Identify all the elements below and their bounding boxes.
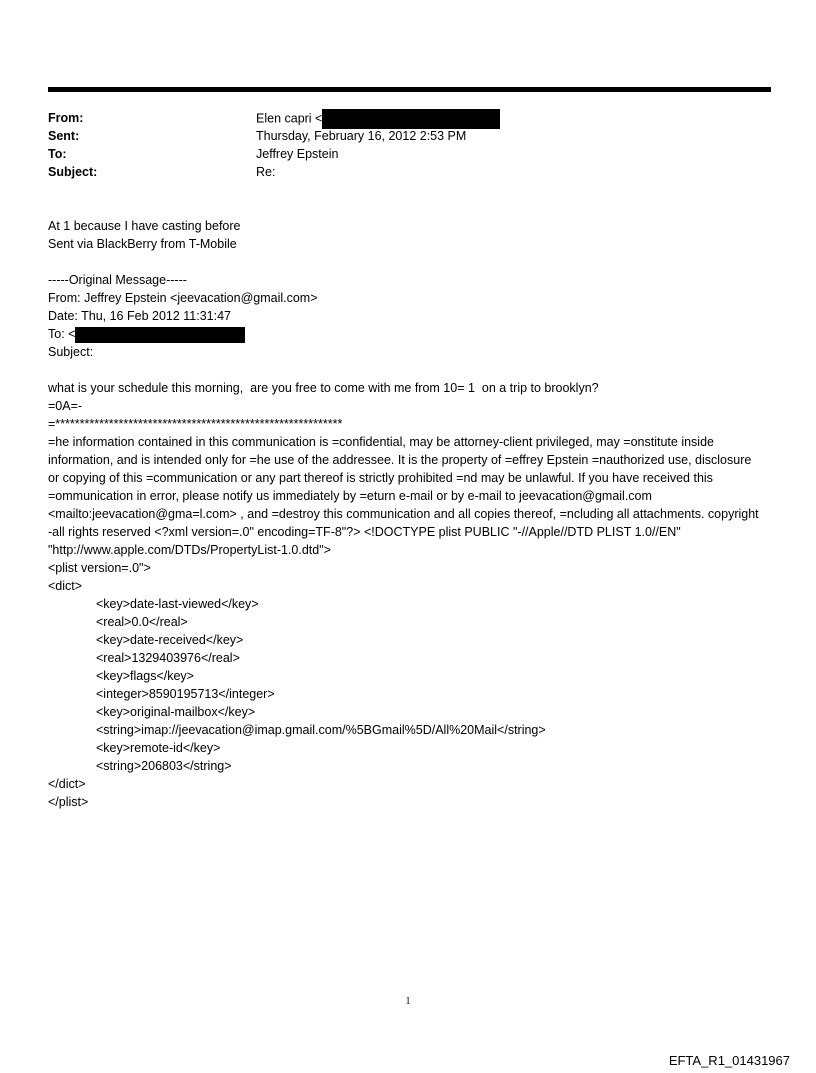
disclaimer-text: =he information contained in this communication is =confidential, may be attorney-client privileged, may =onstitute inside information, and is intended only for =he use of the addressee. It is the property of =effrey Epstein =nauthorized use, disclosure or copying of this =communication or any part thereof is strictly prohibited =nd may be unlawful. If you have received this =ommunication in error, please notify us immediately by =eturn e-mail or by e-mail to jeevacation@gmail.com <mailto:jeevacation@gma=l.com> , and =destroy this communication and all copies thereof, =ncluding all attachments. copyright -all rights reserved <?xml version=.0" encoding=TF-8"?> <!DOCTYPE plist PUBLIC "-//Apple//DTD PLIST 1.0//EN" "http://www.apple.com/DTDs/PropertyList-1.0.dtd"> — [48, 435, 759, 557]
plist-entry: <string>206803</string> — [96, 759, 232, 773]
redaction-box — [75, 327, 245, 343]
message-encoded-line: =0A=- — [48, 399, 83, 413]
document-id-stamp: EFTA_R1_01431967 — [668, 1053, 790, 1068]
plist-entry: <key>remote-id</key> — [96, 741, 221, 755]
plist-entry: <real>0.0</real> — [96, 615, 188, 629]
subject-value: Re: — [256, 165, 276, 179]
to-label: To: — [48, 147, 67, 161]
original-to-text: To: < — [48, 327, 76, 341]
original-to — [48, 325, 760, 343]
original-subject: Subject: — [48, 345, 94, 359]
plist-entry: <real>1329403976</real> — [96, 651, 240, 665]
dict-close: </dict> — [48, 777, 86, 791]
plist-entry: <key>flags</key> — [96, 669, 194, 683]
original-from: From: Jeffrey Epstein <jeevacation@gmail.com> — [48, 291, 318, 305]
page-number: 1 — [405, 996, 411, 1007]
plist-open: <plist version=.0"> — [48, 561, 151, 575]
from-text: Elen capri < — [256, 111, 323, 126]
message-separator: =*********************************************************** — [48, 417, 343, 431]
reply-line: At 1 because I have casting before — [48, 219, 241, 233]
reply-body — [48, 217, 760, 253]
plist-close: </plist> — [48, 795, 89, 809]
from-label: From: — [48, 111, 84, 125]
to-value: Jeffrey Epstein — [256, 147, 339, 161]
plist-entry: <key>date-received</key> — [96, 633, 244, 647]
original-marker: -----Original Message----- — [48, 273, 187, 287]
original-date: Date: Thu, 16 Feb 2012 11:31:47 — [48, 309, 232, 323]
original-message-header — [48, 271, 760, 361]
plist-entry: <key>date-last-viewed</key> — [96, 597, 259, 611]
sent-label: Sent: — [48, 129, 80, 143]
plist-entry: <integer>8590195713</integer> — [96, 687, 275, 701]
message-question: what is your schedule this morning, are you free to come with me from 10= 1 on a trip to brooklyn? — [48, 381, 599, 395]
plist-entry: <string>imap://jeevacation@imap.gmail.com/%5BGmail%5D/All%20Mail</string> — [96, 723, 546, 737]
plist-entry: <key>original-mailbox</key> — [96, 705, 256, 719]
sent-value: Thursday, February 16, 2012 2:53 PM — [256, 129, 467, 143]
header-rule — [48, 87, 771, 92]
subject-label: Subject: — [48, 165, 98, 179]
redaction-box — [322, 109, 500, 129]
from-value — [256, 109, 500, 129]
reply-signature: Sent via BlackBerry from T-Mobile — [48, 237, 237, 251]
dict-open: <dict> — [48, 579, 83, 593]
original-message-body — [48, 379, 760, 811]
